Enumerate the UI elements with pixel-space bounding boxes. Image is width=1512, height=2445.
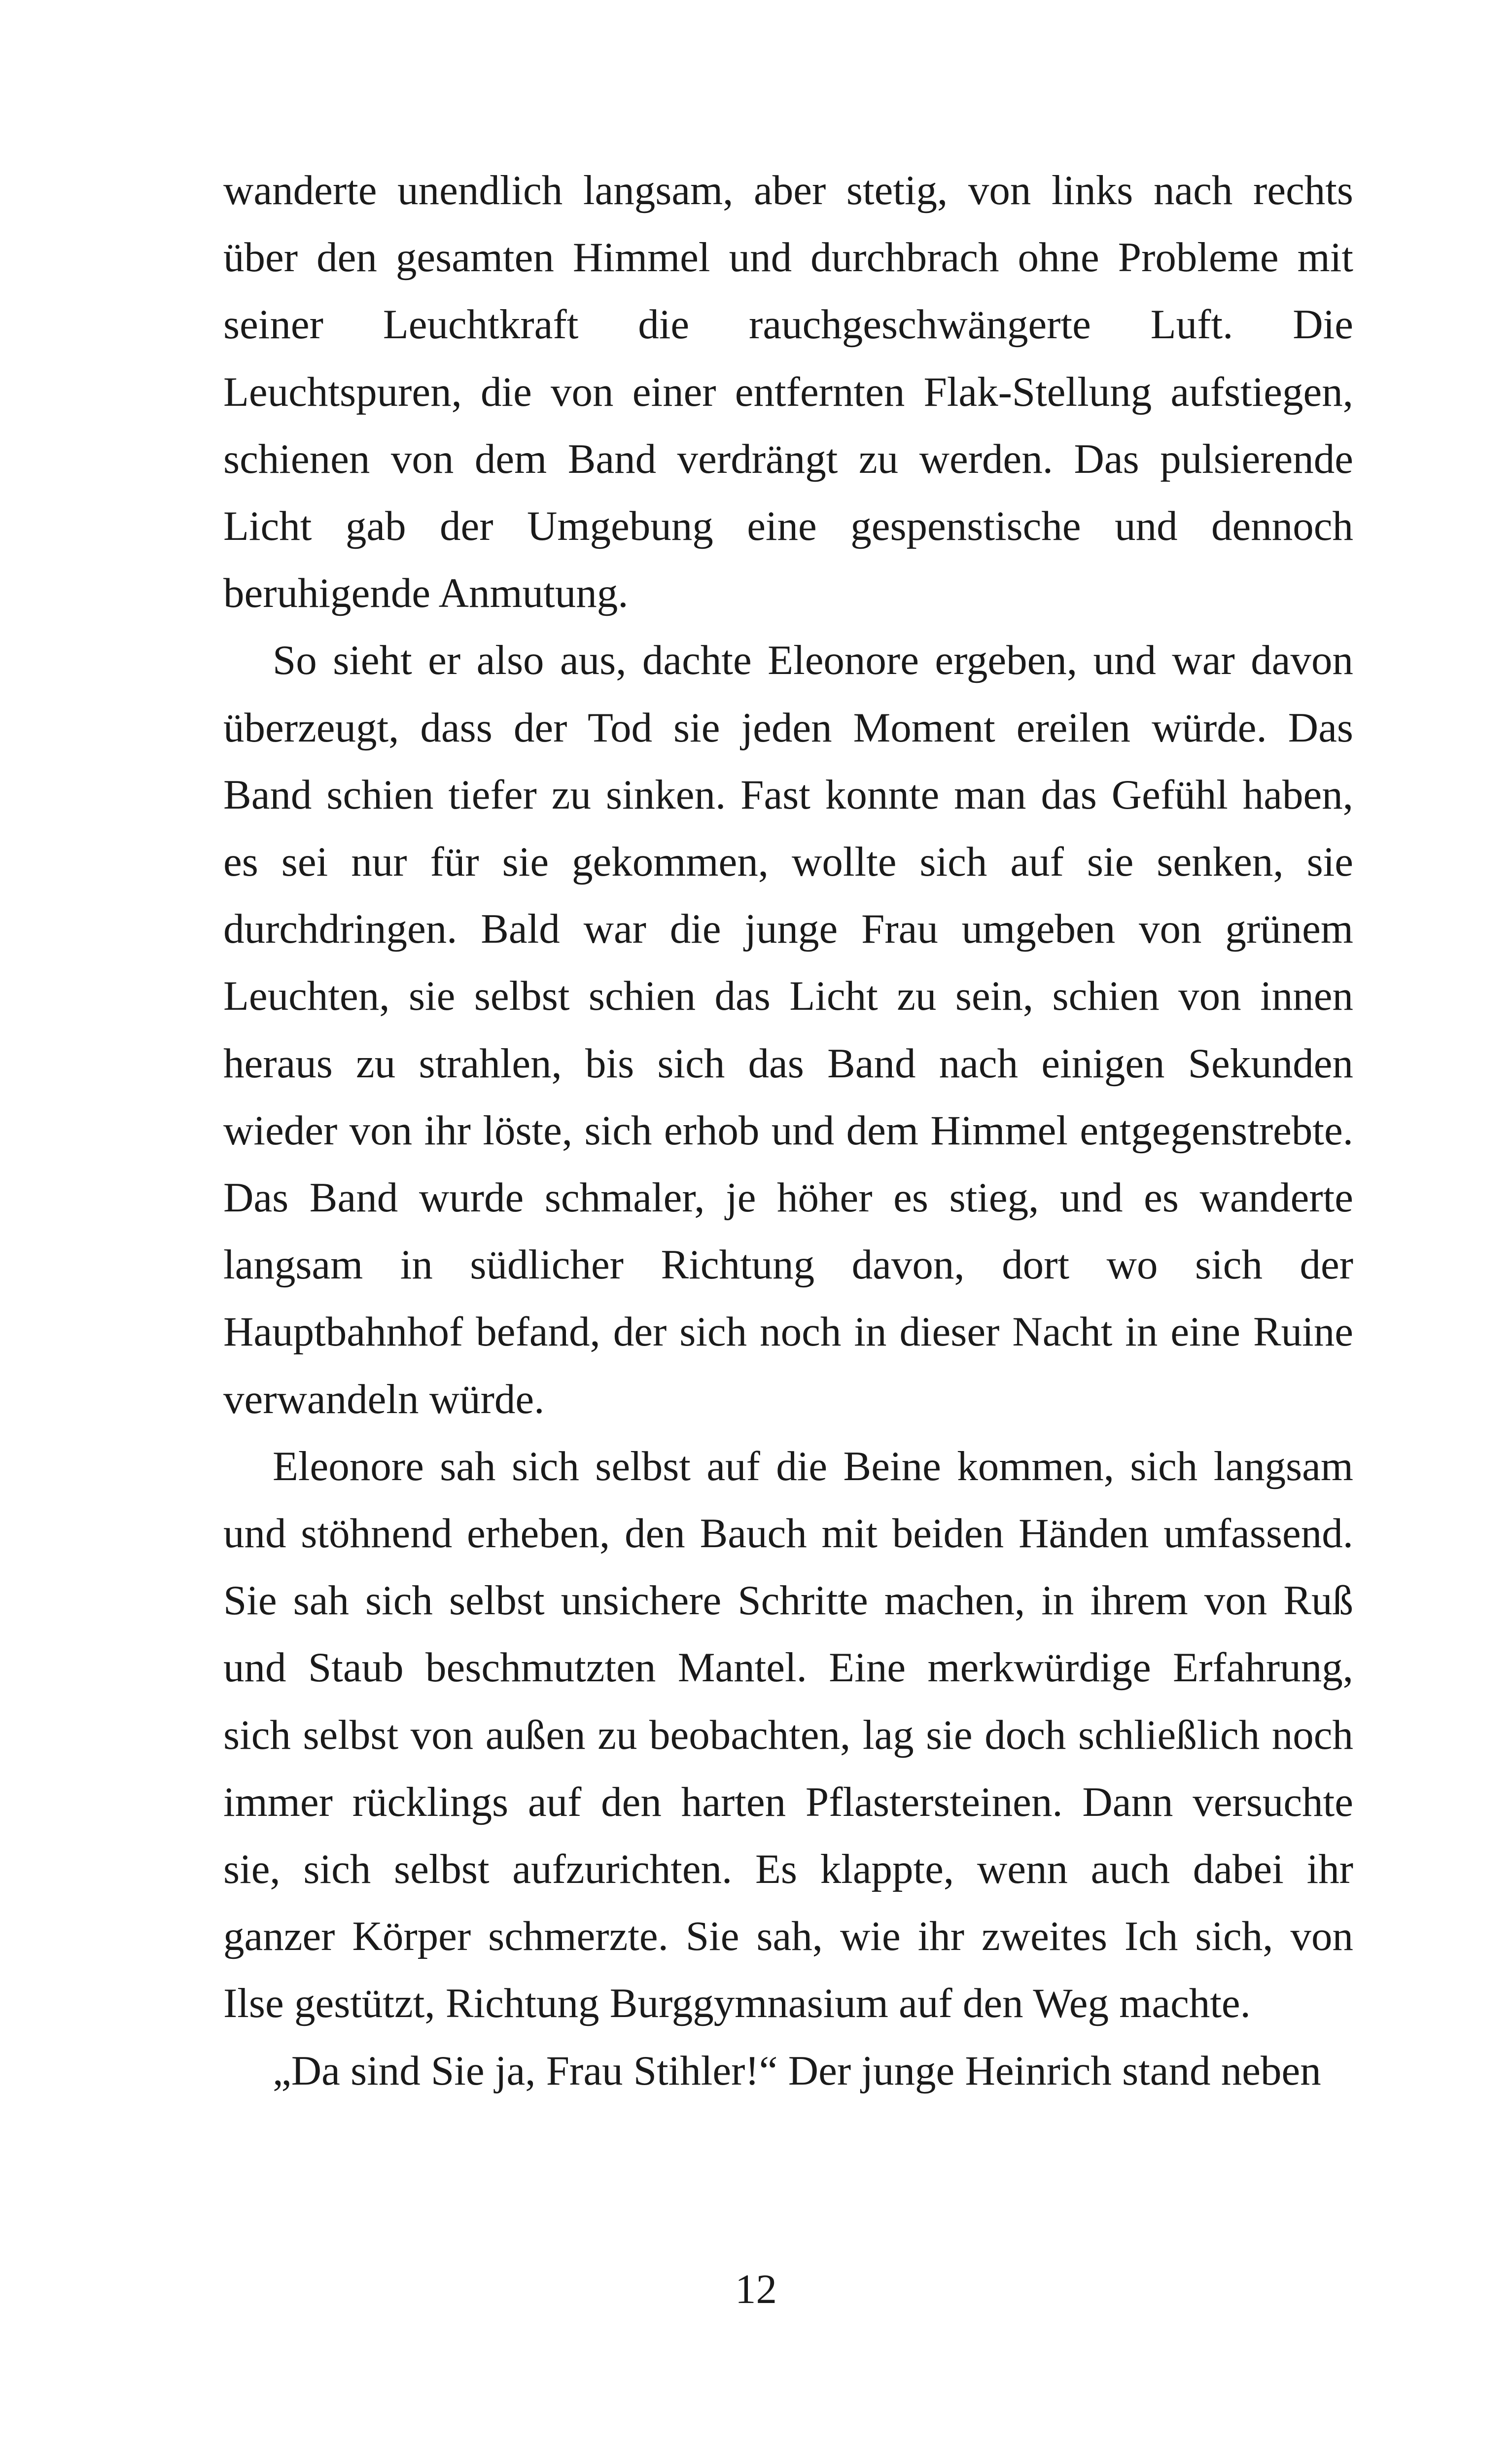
body-text: [223, 157, 1353, 2104]
paragraph-2: So sieht er also aus, dachte Eleonore ergeben, und war davon überzeugt, dass der Tod sie jeden Moment ereilen würde. Das Band schien tiefer zu sinken. Fast konnte man das Gefühl haben, es sei nur für sie gekommen, wollte sich auf sie senken, sie durchdringen. Bald war die junge Frau umgeben von grünem Leuchten, sie selbst schien das Licht zu sein, schien von innen heraus zu strahlen, bis sich das Band nach einigen Sekunden wieder von ihr löste, sich erhob und dem Himmel entgegenstrebte. Das Band wurde schmaler, je höher es stieg, und es wanderte langsam in südlicher Richtung davon, dort wo sich der Hauptbahnhof befand, der sich noch in dieser Nacht in eine Ruine verwandeln würde.: [223, 637, 1353, 1422]
paragraph-1: wanderte unendlich langsam, aber stetig, von links nach rechts über den gesamten Himmel und durchbrach ohne Probleme mit seiner Leuchtkraft die rauchgeschwängerte Luft. Die Leuchtspuren, die von einer entfernten Flak-Stellung aufstiegen, schienen von dem Band verdrängt zu werden. Das pulsierende Licht gab der Umgebung eine gespenstische und dennoch beruhigende Anmutung.: [223, 167, 1353, 617]
paragraph-3: Eleonore sah sich selbst auf die Beine kommen, sich langsam und stöhnend erheben, den Bauch mit beiden Händen umfassend. Sie sah sich selbst unsichere Schritte machen, in ihrem von Ruß und Staub beschmutzten Mantel. Eine merkwürdige Erfahrung, sich selbst von außen zu beobachten, lag sie doch schließlich noch immer rücklings auf den harten Pflastersteinen. Dann versuchte sie, sich selbst aufzurichten. Es klappte, wenn auch dabei ihr ganzer Körper schmerzte. Sie sah, wie ihr zweites Ich sich, von Ilse gestützt, Richtung Burggymnasium auf den Weg machte.: [223, 1443, 1353, 2027]
paragraph-4: „Da sind Sie ja, Frau Stihler!“ Der junge Heinrich stand neben: [273, 2047, 1321, 2094]
page-number: 12: [735, 2266, 777, 2312]
